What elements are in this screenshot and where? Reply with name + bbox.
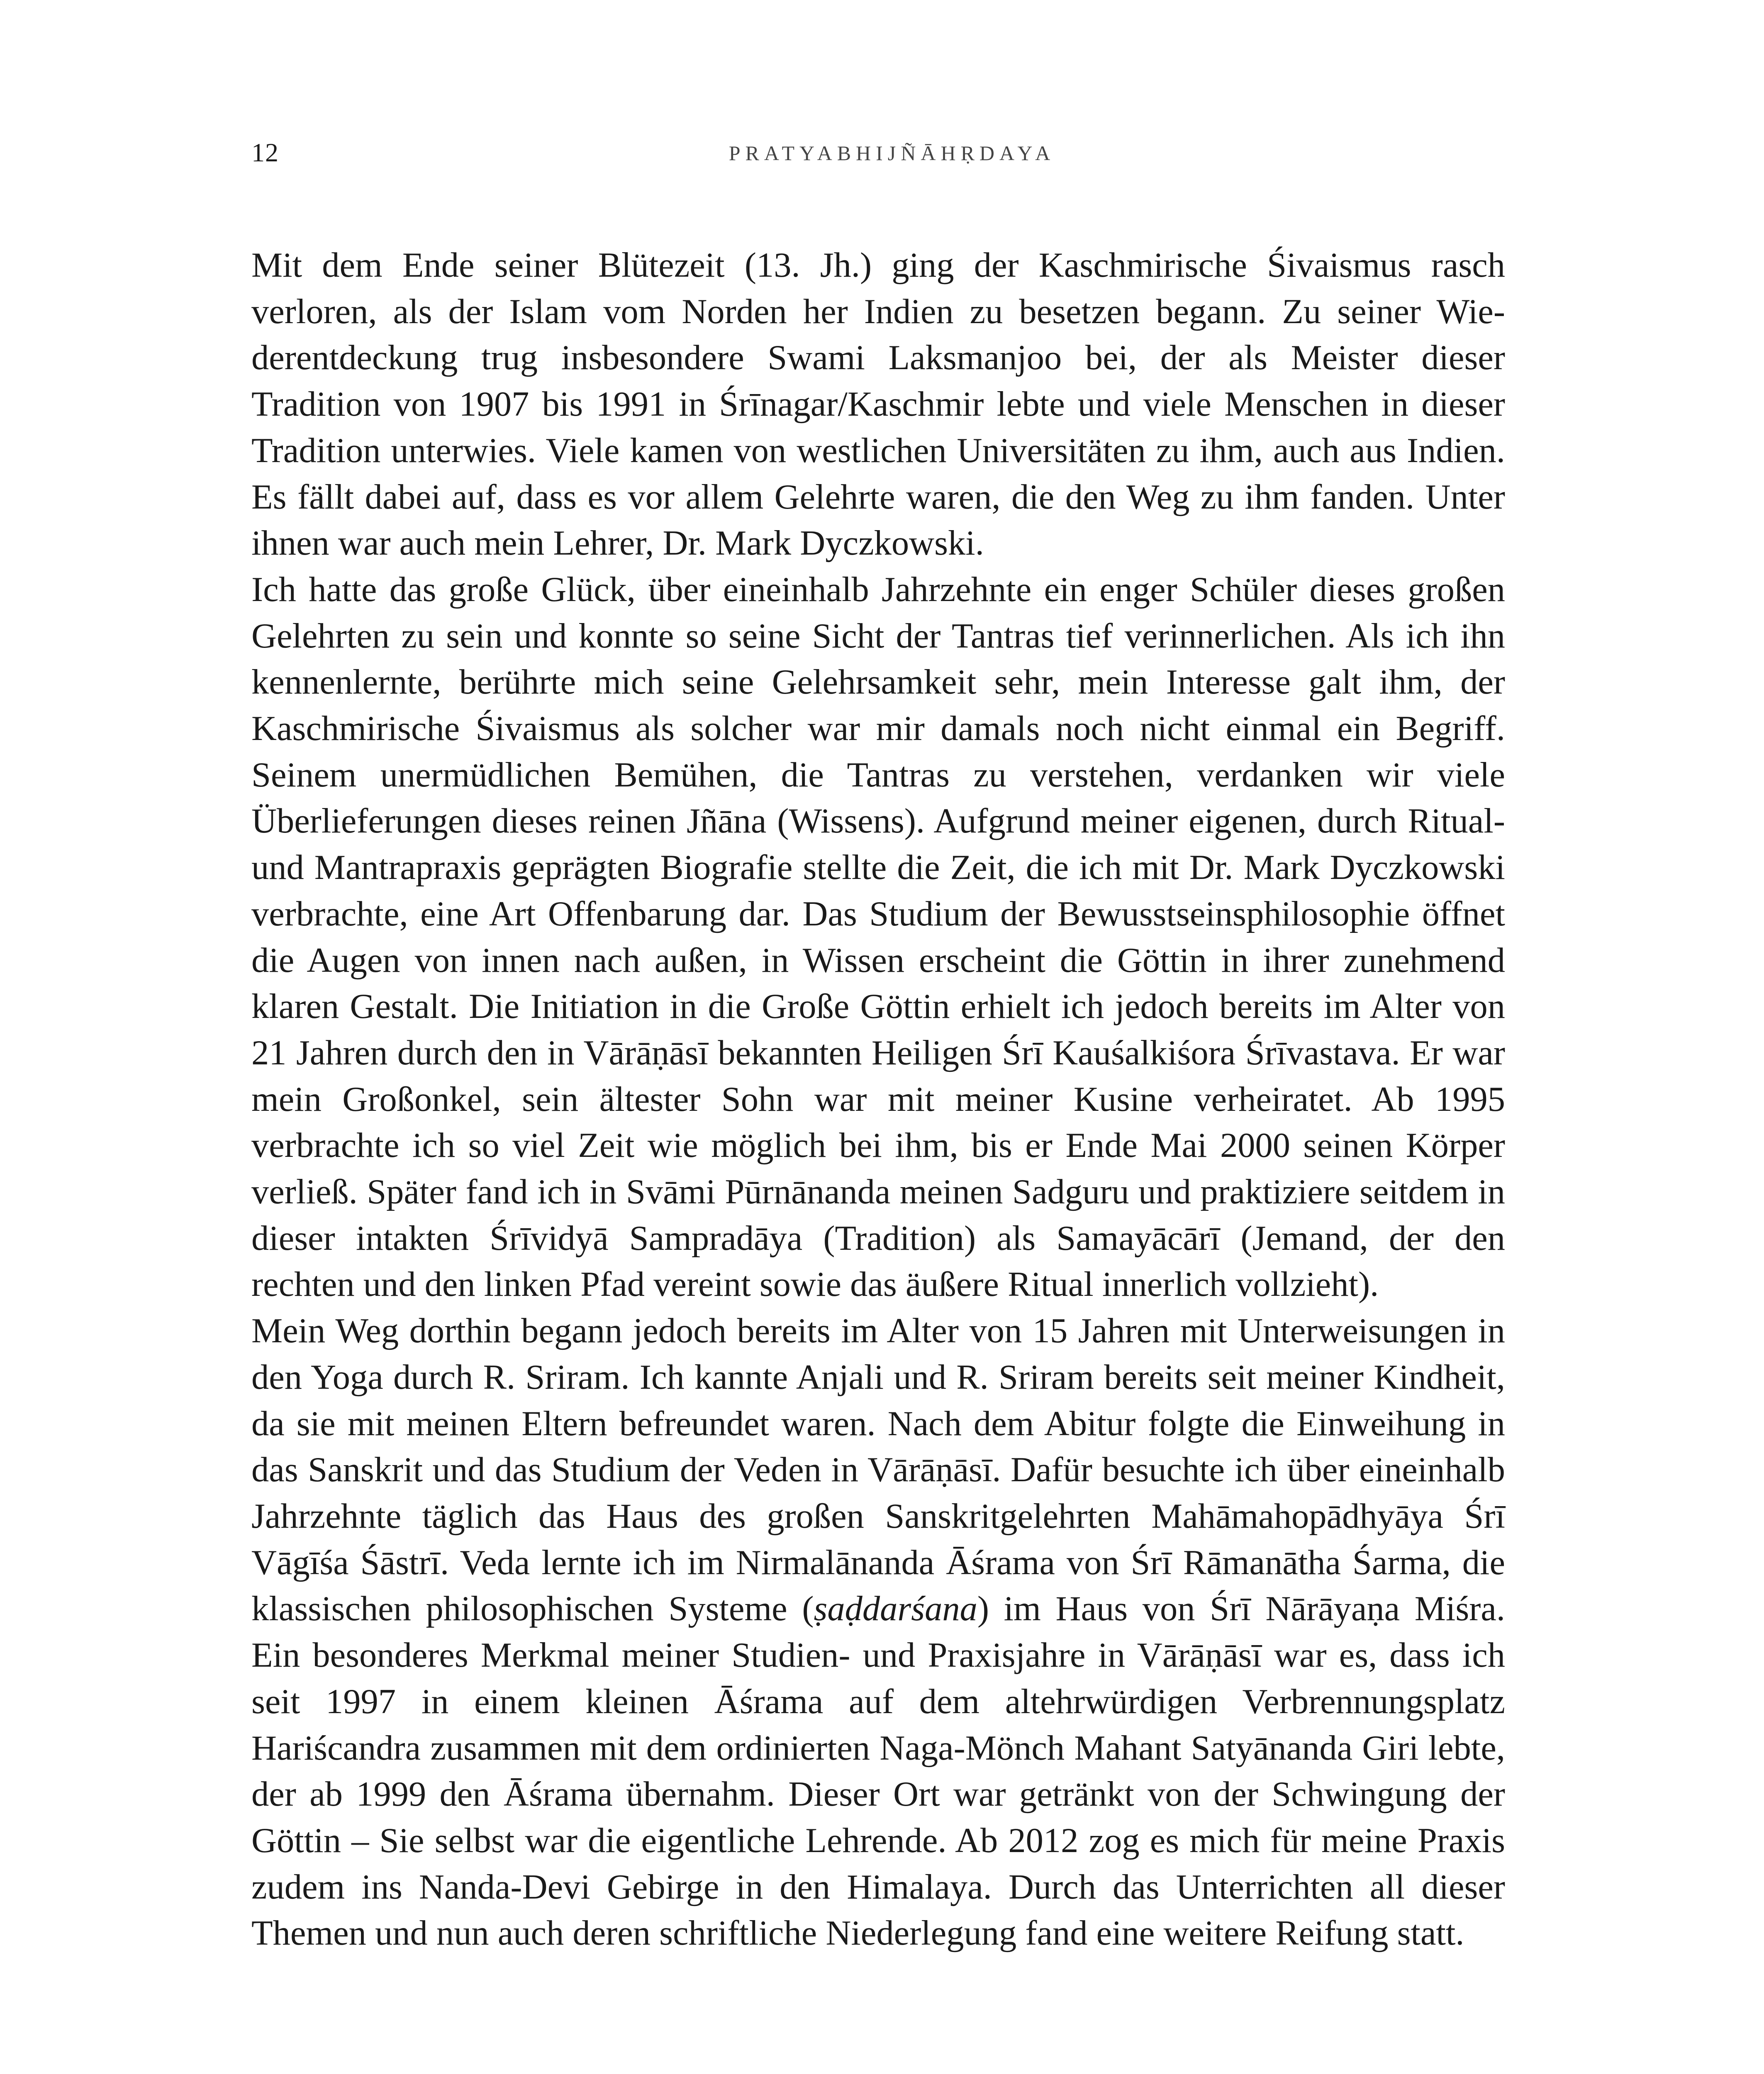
body-text	[251, 242, 1505, 1957]
page-number: 12	[251, 138, 279, 167]
paragraph-3	[251, 1308, 1505, 1957]
paragraph-2: Ich hatte das große Glück, über eineinhalb Jahrzehnte ein enger Schüler dieses großen Gelehrten zu sein und konnte so seine Sicht der Tantras tief verinnerlichen. Als ich ihn kennenlernte, berührte mich seine Gelehrsamkeit sehr, mein Interesse galt ihm, der Kaschmirische Śivaismus als solcher war mir damals noch nicht einmal ein Begriff. Seinem unermüdlichen Bemühen, die Tantras zu verstehen, verdanken wir viele Überlieferungen dieses reinen Jñāna (Wissens). Aufgrund meiner eigenen, durch Ritual- und Mantrapraxis geprägten Biografie stellte die Zeit, die ich mit Dr. Mark Dyczkowski verbrachte, eine Art Offenbarung dar. Das Studium der Bewusstseinsphilosophie öffnet die Augen von innen nach außen, in Wissen erscheint die Göttin in ihrer zunehmend klaren Gestalt. Die Initiation in die Große Göttin erhielt ich jedoch bereits im Alter von 21 Jahren durch den in Vārāṇāsī bekannten Heiligen Śrī Kauśalkiśora Śrīvastava. Er war mein Großonkel, sein ältester Sohn war mit meiner Kusine verheiratet. Ab 1995 verbrachte ich so viel Zeit wie möglich bei ihm, bis er Ende Mai 2000 seinen Körper verließ. Später fand ich in Svāmi Pūrnānanda meinen Sadguru und praktiziere seitdem in dieser intakten Śrīvidyā Sampradāya (Tradition) als Samayācārī (Jemand, der den rechten und den linken Pfad vereint sowie das äußere Ritual innerlich vollzieht).	[251, 570, 1505, 1304]
running-title: PRATYABHIJÑĀHṚDAYA	[729, 141, 1055, 165]
paragraph-3-part-2: ) im Haus von Śrī Nārāyaṇa Miśra. Ein besonderes Merkmal meiner Studien- und Praxisjahre in Vārāṇāsī war es, dass ich seit 1997 in einem kleinen Āśrama auf dem altehrwürdigen Verbrennungsplatz Hariścandra zusammen mit dem ordinierten Naga-Mönch Mahant Satyānanda Giri lebte, der ab 1999 den Āśrama übernahm. Dieser Ort war getränkt von der Schwingung der Göttin – Sie selbst war die eigentliche Lehrende. Ab 2012 zog es mich für meine Praxis zudem ins Nanda-Devi Gebirge in den Himalaya. Durch das Unterrichten all dieser Themen und nun auch deren schriftliche Niederlegung fand eine weitere Reifung statt.	[251, 1590, 1505, 1953]
paragraph-1: Mit dem Ende seiner Blütezeit (13. Jh.) ging der Kaschmirische Śivaismus rasch verloren, als der Islam vom Norden her Indien zu besetzen begann. Zu seiner Wiederentdeckung trug insbesondere Swami Laksmanjoo bei, der als Meister dieser Tradition von 1907 bis 1991 in Śrīnagar/Kaschmir lebte und viele Menschen in dieser Tradition unterwies. Viele kamen von westlichen Universitäten zu ihm, auch aus Indien. Es fällt dabei auf, dass es vor allem Gelehrte waren, die den Weg zu ihm fanden. Unter ihnen war auch mein Lehrer, Dr. Mark Dyczkowski.	[251, 246, 1505, 563]
italic-term: ṣaḍdarśana	[814, 1590, 977, 1629]
paragraph-3-part-1: Mein Weg dorthin begann jedoch bereits im Alter von 15 Jahren mit Unterweisungen in den Yoga durch R. Sriram. Ich kannte Anjali und R. Sriram bereits seit meiner Kindheit, da sie mit meinen Eltern befreundet waren. Nach dem Abitur folgte die Einweihung in das Sanskrit und das Studium der Veden in Vārāṇāsī. Dafür besuchte ich über eineinhalb Jahrzehnte täglich das Haus des großen Sanskritgelehrten Mahāmahopādhyāya Śrī Vāgīśa Śāstrī. Veda lernte ich im Nirmalānanda Āśrama von Śrī Rāmanātha Śarma, die klassischen philosophischen Systeme (	[251, 1312, 1505, 1629]
